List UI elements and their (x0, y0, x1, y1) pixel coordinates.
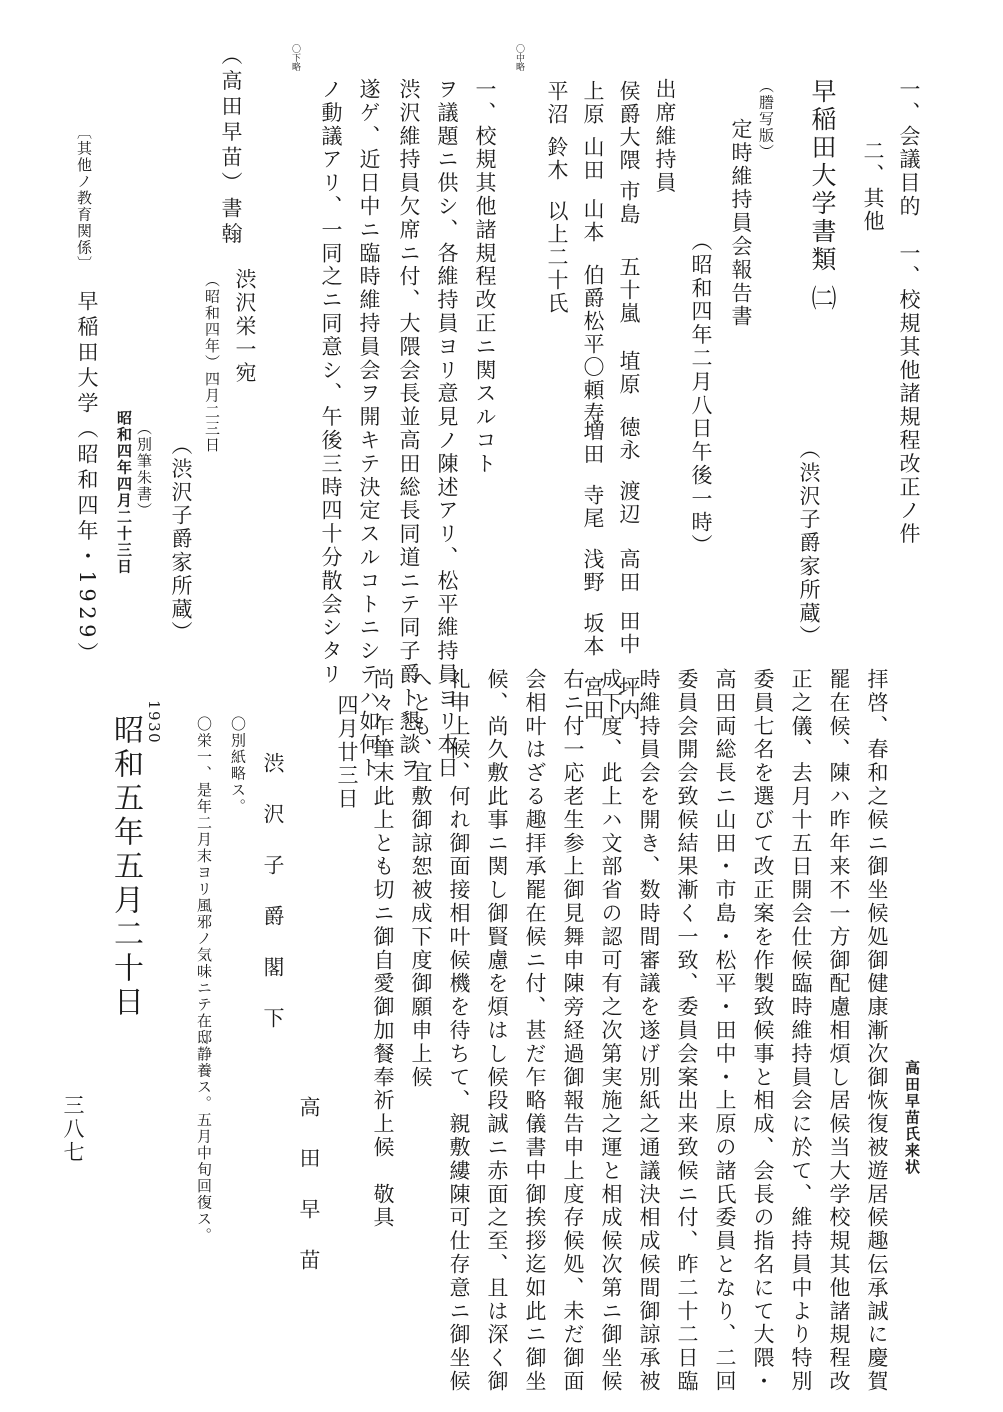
attendee-cell: 田中 (617, 610, 641, 656)
year-western: 1930 (145, 700, 163, 745)
report-date: （昭和四年二月八日午後一時） (689, 230, 713, 558)
letter-body-line: 会相叶はざる趣拝承罷在候ニ付、甚だ乍略儀書中御挨拶迄如此ニ御坐 (523, 668, 547, 1394)
letter-body-line: 高田両総長ニ山田・市島・松平・田中・上原の諸氏委員となり、二回 (713, 668, 737, 1394)
attendees-header: 出席維持員 (653, 78, 677, 195)
letter-date: （昭和四年）四月二三日 (203, 272, 221, 454)
attendee-cell: 寺尾 (581, 484, 605, 530)
attendee-cell: 宮田 (581, 676, 605, 722)
page-number: 三八七 (61, 1094, 85, 1165)
discussion-line: ヲ議題ニ供シ、各維持員ヨリ意見ノ陳述アリ、松平維持員ヨリ本日 (435, 78, 459, 780)
letter-recipient: 渋沢栄一宛 (233, 268, 257, 385)
agenda-source: （渋沢子爵家所蔵） (797, 438, 821, 649)
attendee-cell: 埴原 (617, 350, 641, 396)
letter-body-line: 正之儀、去月十五日開会仕候臨時維持員会に於て、維持員中より特別 (789, 668, 813, 1394)
letter-date: 四月廿三日 (335, 694, 359, 811)
attendee-cell: 徳永 (617, 416, 641, 462)
discussion-line: 渋沢維持員欠席ニ付、大隈会長並高田総長同道ニテ同子爵ト懇談ヲ (397, 78, 421, 780)
date-received: 昭和五年五月二十日 (108, 714, 143, 1020)
attendee-cell: 高田 (617, 548, 641, 594)
letter-body-line: へとも、宜敷御諒恕被成下度御願申上候 (409, 668, 433, 1090)
letter-note: （別筆朱書） (135, 420, 153, 519)
attendee-cell: 侯爵大隈 (617, 80, 641, 172)
attendee-cell: 坂本 (581, 612, 605, 658)
attendee-cell: 浅野 (581, 548, 605, 594)
letter-body-line: 拝啓、春和之候ニ御坐候処御健康漸次御恢復被遊居候趣伝承誠に慶賀 (865, 668, 889, 1394)
citation-category: 〔其他ノ教育関係〕 (75, 124, 93, 273)
letter-body-line: 尚々乍筆末此上とも切ニ御自愛御加餐奉祈上候 敬具 (371, 668, 395, 1230)
letter-heading: 高田早苗氏来状 (903, 1060, 921, 1176)
letter-body-line: 委員会開会致候結果漸く一致、委員会案出来致候ニ付、昨二十二日臨 (675, 668, 699, 1394)
attendee-cell: 平沼 (545, 80, 569, 126)
agenda-other: 二、其他 (861, 140, 885, 234)
attendee-cell: 山田 (581, 136, 605, 182)
discussion-line: ノ動議アリ、一同之ニ同意シ、午後三時四十分散会シタリ (319, 78, 343, 687)
letter-body-line: 時維持員会を開き、数時間審議を遂げ別紙之通議決相成候間御諒承被 (637, 668, 661, 1394)
letter-body-line: 成下度、此上ハ文部省の認可有之次第実施之運と相成候次第ニ御坐候 (599, 668, 623, 1394)
letter-sender: 高 田 早 苗 (297, 1096, 321, 1275)
omission-end-note: 〇下略 (290, 44, 300, 71)
document-title: 早稲田大学書類 ㈡ (808, 78, 837, 313)
citation-source: 早稲田大学（昭和四年・1929） (75, 290, 99, 668)
discussion-line: 遂ゲ、近日中ニ臨時維持員会ヲ開キテ決定スルコトニシテハ如何ト (357, 78, 381, 780)
report-title: 定時維持員会報告書 (729, 118, 753, 329)
attendee-cell: 坪内 (617, 676, 641, 722)
attendee-cell: 伯爵松平〇頼寿 (581, 264, 605, 425)
mimeograph-label: （謄写版） (757, 78, 775, 161)
agenda-item-1: 一、校規其他諸規程改正ニ関スルコト (473, 78, 497, 476)
attendee-cell: 鈴木 (545, 136, 569, 182)
letter-body-line: 右ニ付一応老生参上御見舞申陳旁経過御報告申上度存候処、未だ御面 (561, 668, 585, 1394)
letter-addressee: 渋 沢 子 爵 閣 下 (261, 752, 285, 1033)
attendee-cell: 市島 (617, 180, 641, 226)
attendee-cell: 増田 (581, 420, 605, 466)
letter-note-date: 昭和四年四月二十三日 (115, 410, 133, 575)
attendee-cell: 渡辺 (617, 480, 641, 526)
letter-body-line: 礼申上候、何れ御面接相叶候機を待ちて、親敷縷陳可仕存意ニ御坐候 (447, 668, 471, 1394)
letter-body-line: 罷在候、陳ハ昨年来不一方御配慮相煩し居候当大学校規其他諸規程改 (827, 668, 851, 1394)
attendee-cell: 五十嵐 (617, 256, 641, 325)
letter-author: （高田早苗）書翰 (219, 44, 243, 248)
footnote-attachment: 〇別紙略ス。 (229, 716, 247, 815)
attendee-cell: 上原 (581, 80, 605, 126)
attendee-cell: 山本 (581, 198, 605, 244)
footnote-health: 〇栄一、是年二月末ヨリ風邪ノ気味ニテ在邸静養ス。五月中旬回復ス。 (195, 716, 213, 1244)
omission-mid-note: 〇中略 (514, 44, 524, 71)
agenda-line: 一、会議目的 一、校規其他諸規程改正ノ件 (897, 78, 921, 546)
letter-source: （渋沢子爵家所蔵） (169, 434, 193, 645)
letter-body-line: 委員七名を選びて改正案を作製致候事と相成、会長の指名にて大隈・ (751, 668, 775, 1394)
letter-body-line: 候、尚久敷此事ニ関し御賢慮を煩はし候段誠ニ赤面之至、且は深く御 (485, 668, 509, 1394)
attendee-cell: 以上二十氏 (545, 200, 569, 315)
